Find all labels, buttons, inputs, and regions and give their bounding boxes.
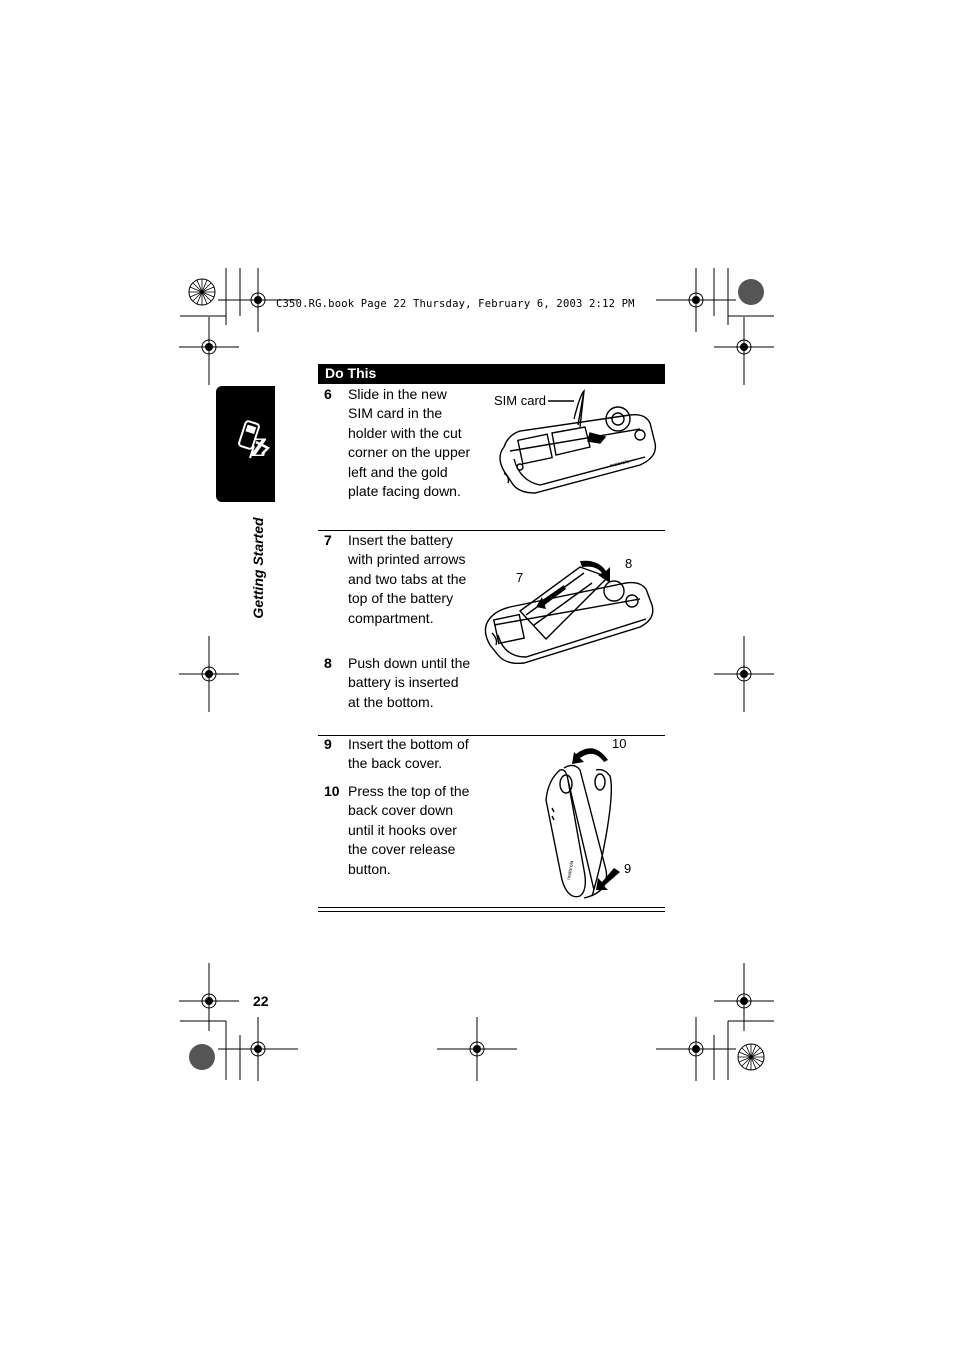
step-number: 7 (324, 532, 332, 548)
step-text: Insert the battery with printed arrows and two tabs at the top of the battery compartment. (348, 532, 467, 626)
print-header: C350.RG.book Page 22 Thursday, February 6, 2003 2:12 PM (276, 298, 635, 310)
table-heading (318, 364, 665, 384)
step-text: Insert the bottom of the back cover. (348, 736, 469, 772)
svg-text:motorola: motorola (566, 860, 576, 881)
step-7-callout: 7 (516, 570, 524, 585)
table-bottom-rule (318, 907, 665, 908)
step-text: Push down until the battery is inserted at the bottom. (348, 655, 471, 710)
svg-text:motorola: motorola (609, 458, 630, 470)
step-text: Press the top of the back cover down until it hooks over the cover release button. (348, 783, 470, 877)
phone-logo-icon (216, 386, 275, 502)
svg-text:Z: Z (251, 433, 267, 462)
step-number: 9 (324, 736, 332, 752)
step-10-callout: 10 (612, 736, 627, 751)
battery-illustration (480, 555, 660, 670)
section-label: Getting Started (250, 517, 266, 619)
step-number: 8 (324, 655, 332, 671)
sim-card-label: SIM card (494, 393, 547, 408)
step-8-callout: 8 (625, 556, 633, 571)
step-text: Slide in the new SIM card in the holder with the cut corner on the upper left and the gold plate facing down. (348, 386, 471, 500)
step-number: 10 (324, 783, 340, 799)
back-cover-illustration (540, 740, 620, 905)
heading-text: Do This (325, 365, 377, 381)
step-number: 6 (324, 386, 332, 402)
table-bottom-rule (318, 911, 665, 912)
step-9-callout: 9 (624, 861, 632, 876)
section-tab (216, 386, 275, 502)
page-number: 22 (253, 993, 269, 1009)
